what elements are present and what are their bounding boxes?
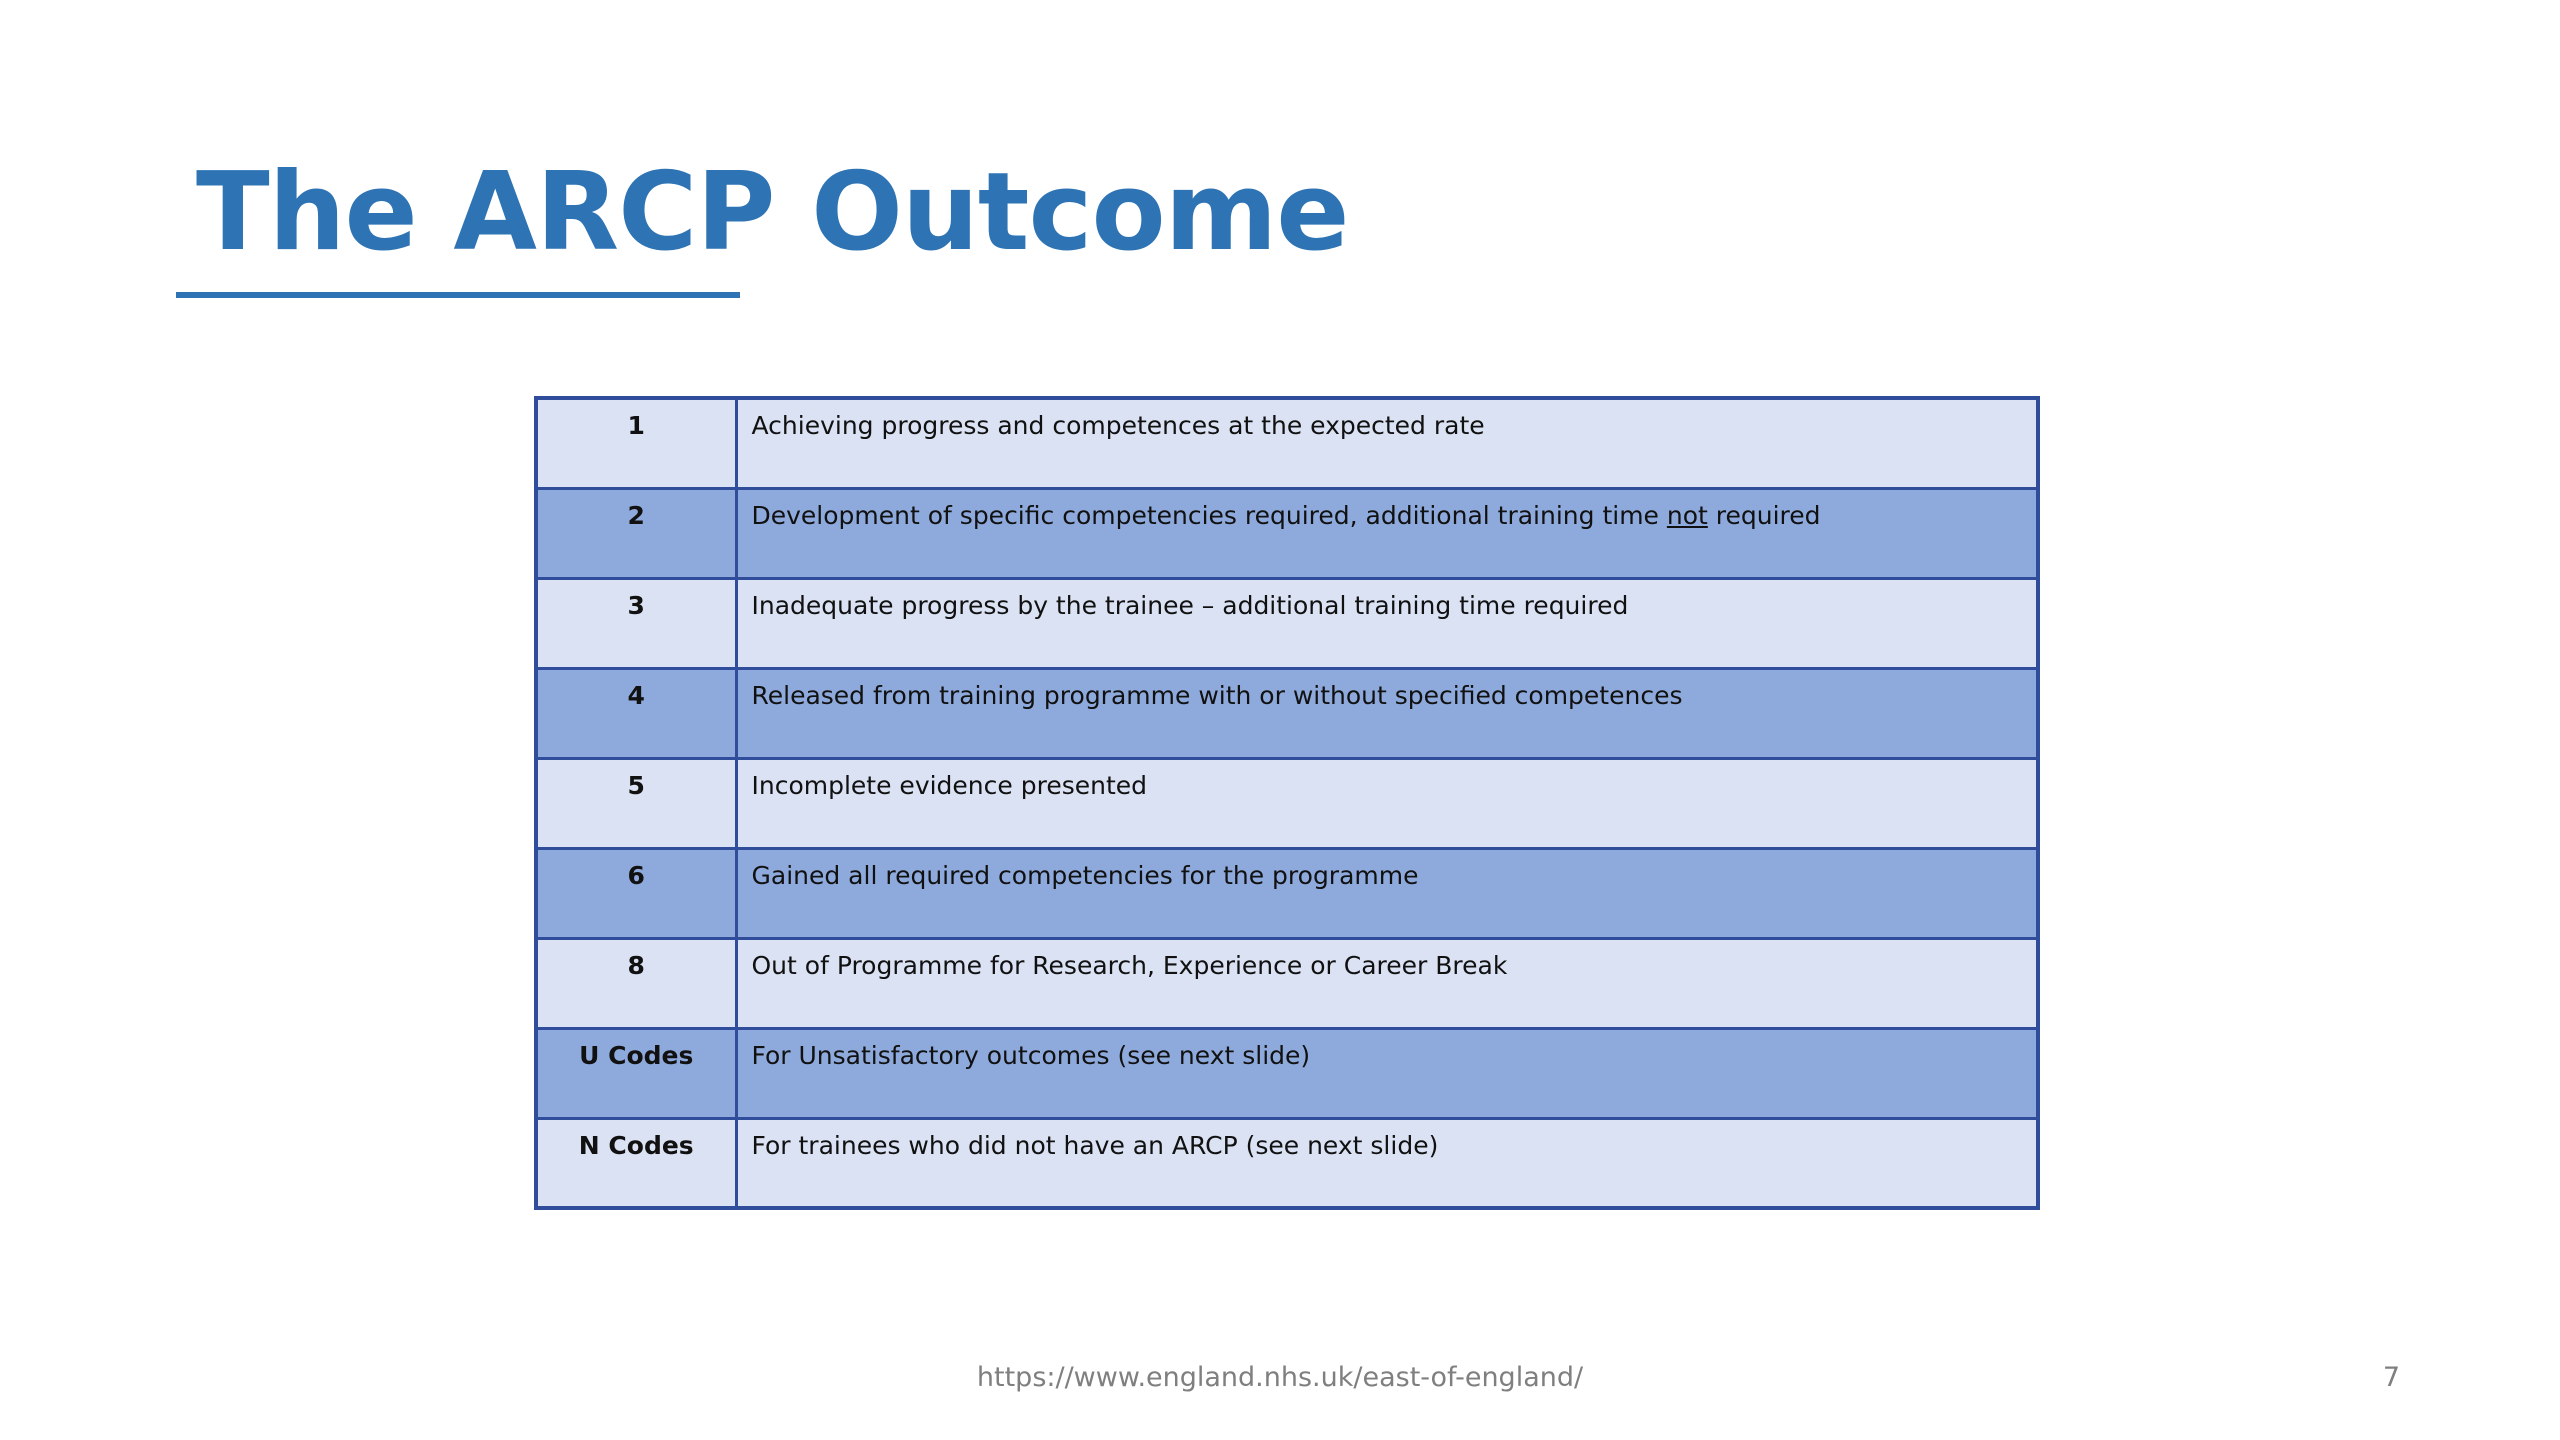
outcome-description: Inadequate progress by the trainee – additional training time required — [736, 578, 2038, 668]
outcome-description: Gained all required competencies for the programme — [736, 848, 2038, 938]
outcome-code: 8 — [536, 938, 736, 1028]
outcome-description: For trainees who did not have an ARCP (see next slide) — [736, 1118, 2038, 1208]
table-row — [536, 938, 2038, 1028]
outcome-code: N Codes — [536, 1118, 736, 1208]
outcome-description — [736, 488, 2038, 578]
outcome-description-text: required — [1707, 500, 1821, 530]
outcome-code: U Codes — [536, 1028, 736, 1118]
table-row — [536, 578, 2038, 668]
title-underline — [176, 292, 740, 298]
table-row — [536, 1028, 2038, 1118]
table-row — [536, 1118, 2038, 1208]
table-row — [536, 488, 2038, 578]
table-row — [536, 398, 2038, 488]
outcome-description: Out of Programme for Research, Experience or Career Break — [736, 938, 2038, 1028]
table-row — [536, 758, 2038, 848]
slide-title: The ARCP Outcome — [196, 150, 1349, 275]
table-row — [536, 848, 2038, 938]
outcome-code: 6 — [536, 848, 736, 938]
table-row — [536, 668, 2038, 758]
outcome-description: Released from training programme with or without specified competences — [736, 668, 2038, 758]
slide-number: 7 — [2382, 1362, 2400, 1393]
footer-url: https://www.england.nhs.uk/east-of-england/ — [976, 1362, 1584, 1393]
outcome-code: 1 — [536, 398, 736, 488]
outcome-description: Achieving progress and competences at the expected rate — [736, 398, 2038, 488]
outcome-description: For Unsatisfactory outcomes (see next slide) — [736, 1028, 2038, 1118]
outcome-code: 2 — [536, 488, 736, 578]
outcome-description: Incomplete evidence presented — [736, 758, 2038, 848]
outcome-code: 5 — [536, 758, 736, 848]
outcome-description-text: Development of specific competencies required, additional training time — [751, 500, 1667, 530]
outcome-code: 4 — [536, 668, 736, 758]
arcp-outcomes-table — [534, 396, 2040, 1210]
outcome-code: 3 — [536, 578, 736, 668]
outcome-description-emphasis: not — [1666, 500, 1708, 530]
